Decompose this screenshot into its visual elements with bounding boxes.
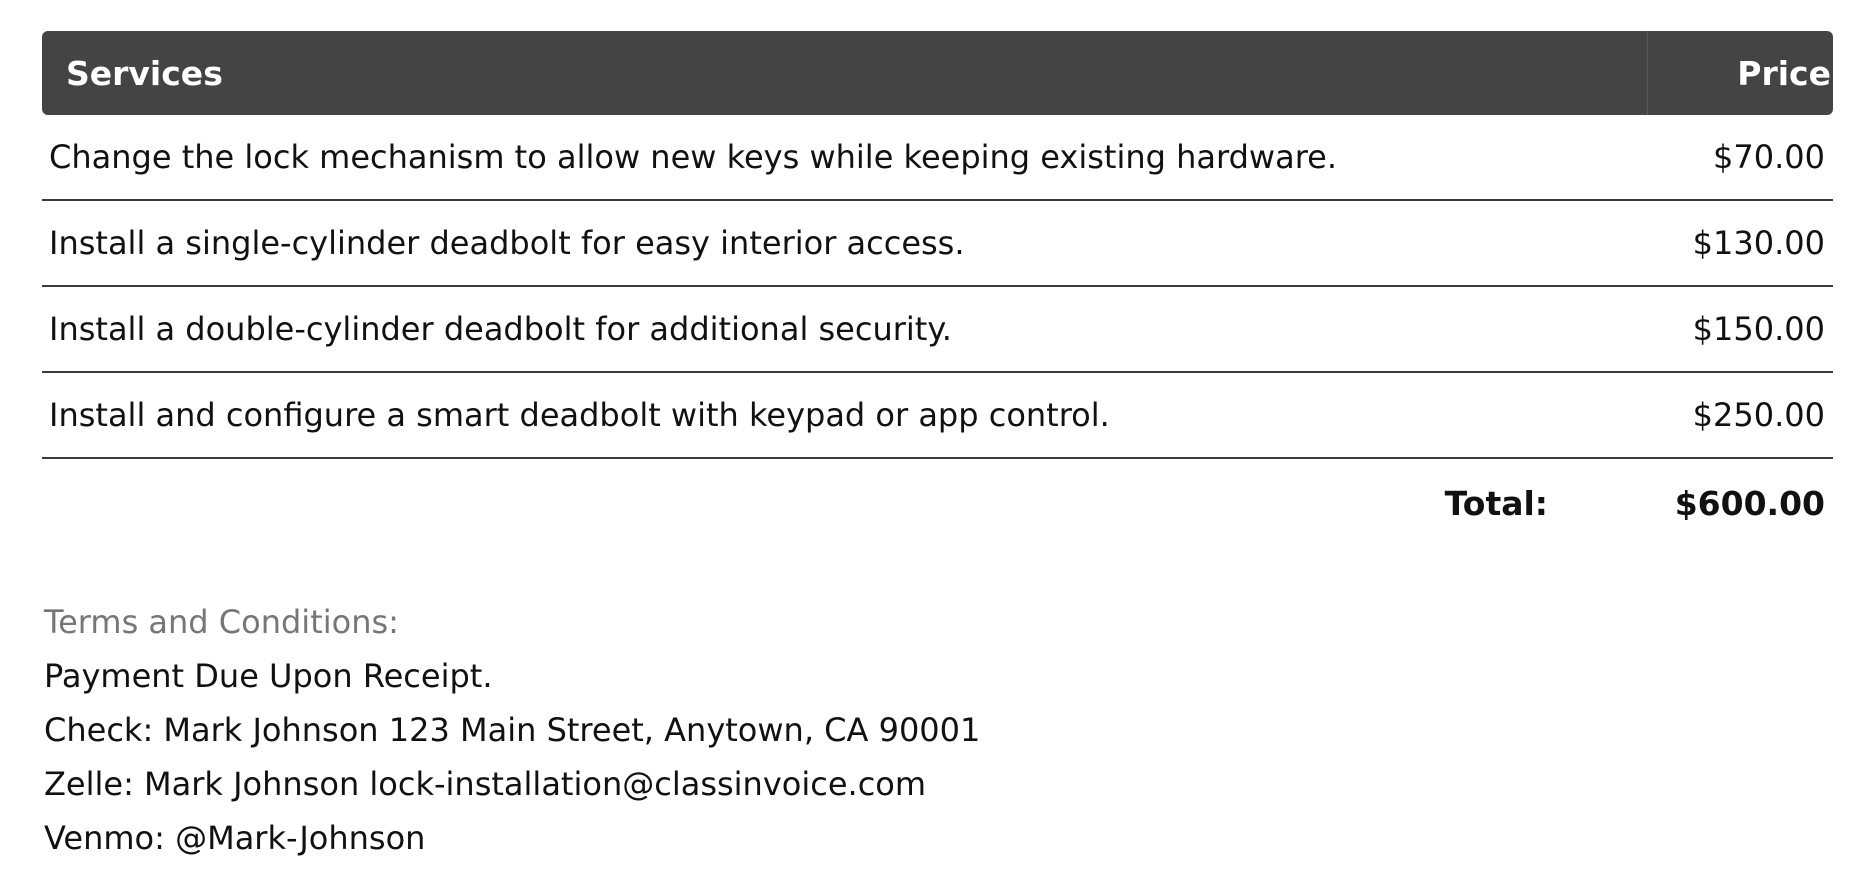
venmo-payment-line: Venmo: @Mark-Johnson	[44, 819, 426, 857]
table-row	[42, 115, 1833, 201]
service-price: $130.00	[1692, 224, 1825, 262]
price-column-header: Price	[1737, 53, 1831, 93]
invoice-services-table	[42, 31, 1833, 865]
payment-due-line: Payment Due Upon Receipt.	[44, 657, 493, 695]
zelle-payment-line: Zelle: Mark Johnson lock-installation@classinvoice.com	[44, 765, 927, 803]
services-column-header: Services	[42, 31, 1648, 115]
total-value: $600.00	[1674, 483, 1825, 523]
table-header	[42, 31, 1833, 115]
terms-title: Terms and Conditions:	[44, 603, 399, 641]
check-payment-line: Check: Mark Johnson 123 Main Street, Anytown, CA 90001	[44, 711, 981, 749]
table-row	[42, 201, 1833, 287]
service-price: $70.00	[1713, 138, 1825, 176]
service-price: $250.00	[1692, 396, 1825, 434]
service-description: Install a single-cylinder deadbolt for easy interior access.	[49, 224, 965, 262]
service-description: Install and configure a smart deadbolt with keypad or app control.	[49, 396, 1110, 434]
total-label: Total:	[1444, 483, 1548, 523]
service-description: Change the lock mechanism to allow new keys while keeping existing hardware.	[49, 138, 1337, 176]
table-row	[42, 373, 1833, 459]
service-description: Install a double-cylinder deadbolt for additional security.	[49, 310, 952, 348]
service-price: $150.00	[1692, 310, 1825, 348]
table-row	[42, 287, 1833, 373]
total-row	[42, 459, 1833, 547]
terms-and-conditions	[42, 595, 1833, 865]
